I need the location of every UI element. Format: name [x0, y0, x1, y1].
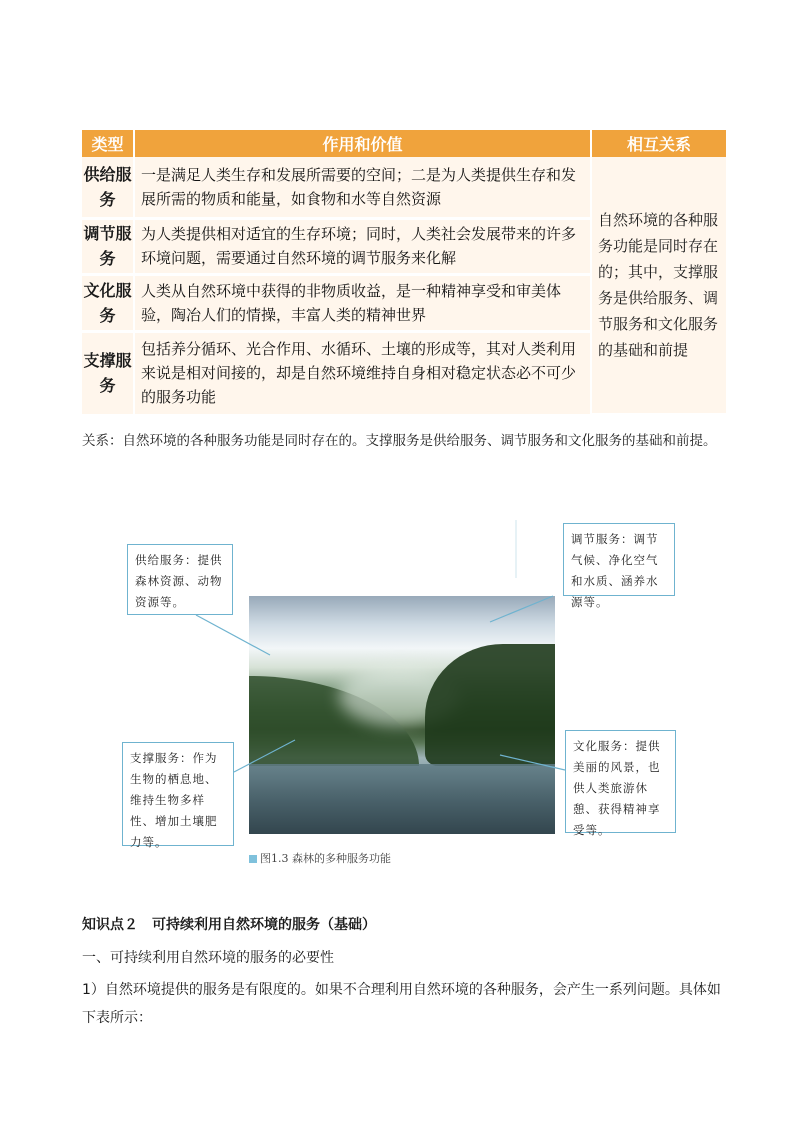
- photo-trees: [425, 644, 555, 766]
- row-desc-support: 包括养分循环、光合作用、水循环、土壤的形成等，其对人类利用来说是相对间接的，却是自然环境维持自身相对稳定状态必不可少的服务功能: [134, 331, 591, 414]
- row-type-supply: 供给服务: [82, 157, 134, 218]
- table-header-row: [82, 130, 726, 157]
- row-type-culture: 文化服务: [82, 274, 134, 331]
- forest-lake-photo: [249, 596, 555, 834]
- callout-regulate: 调节服务：调节气候、净化空气和水质、涵养水源等。: [563, 523, 675, 596]
- body-paragraph: 1）自然环境提供的服务是有限度的。如果不合理利用自然环境的各种服务，会产生一系列问题。具体如下表所示：: [82, 982, 721, 1026]
- header-relation: 相互关系: [591, 130, 726, 157]
- relation-note: 关系：自然环境的各种服务功能是同时存在的。支撑服务是供给服务、调节服务和文化服务的基础和前提。: [82, 433, 717, 449]
- header-function: 作用和价值: [134, 130, 591, 157]
- photo-water: [249, 764, 555, 834]
- section-heading: 一、可持续利用自然环境的服务的必要性: [82, 950, 334, 966]
- caption-square-icon: [249, 855, 257, 863]
- caption-text: 图1.3 森林的多种服务功能: [260, 852, 391, 865]
- relation-cell: 自然环境的各种服务功能是同时存在的；其中，支撑服务是供给服务、调节服务和文化服务的基础和前提: [591, 157, 726, 414]
- row-desc-culture: 人类从自然环境中获得的非物质收益，是一种精神享受和审美体验，陶冶人们的情操，丰富人类的精神世界: [134, 274, 591, 331]
- knowledge-point-title: 知识点２ 可持续利用自然环境的服务（基础）: [82, 917, 376, 933]
- services-table: [82, 130, 726, 416]
- table-row: [82, 157, 726, 218]
- row-desc-supply: 一是满足人类生存和发展所需要的空间；二是为人类提供生存和发展所需的物质和能量，如食物和水等自然资源: [134, 157, 591, 218]
- callout-support: 支撑服务：作为生物的栖息地、维持生物多样性、增加土壤肥力等。: [122, 742, 234, 846]
- row-type-regulate: 调节服务: [82, 218, 134, 274]
- row-desc-regulate: 为人类提供相对适宜的生存环境；同时，人类社会发展带来的许多环境问题，需要通过自然环境的调节服务来化解: [134, 218, 591, 274]
- callout-culture: 文化服务：提供美丽的风景，也供人类旅游休憩、获得精神享受等。: [565, 730, 676, 833]
- callout-supply: 供给服务：提供森林资源、动物资源等。: [127, 544, 233, 615]
- figure-caption: [249, 850, 391, 866]
- header-type: 类型: [82, 130, 134, 157]
- row-type-support: 支撑服务: [82, 331, 134, 414]
